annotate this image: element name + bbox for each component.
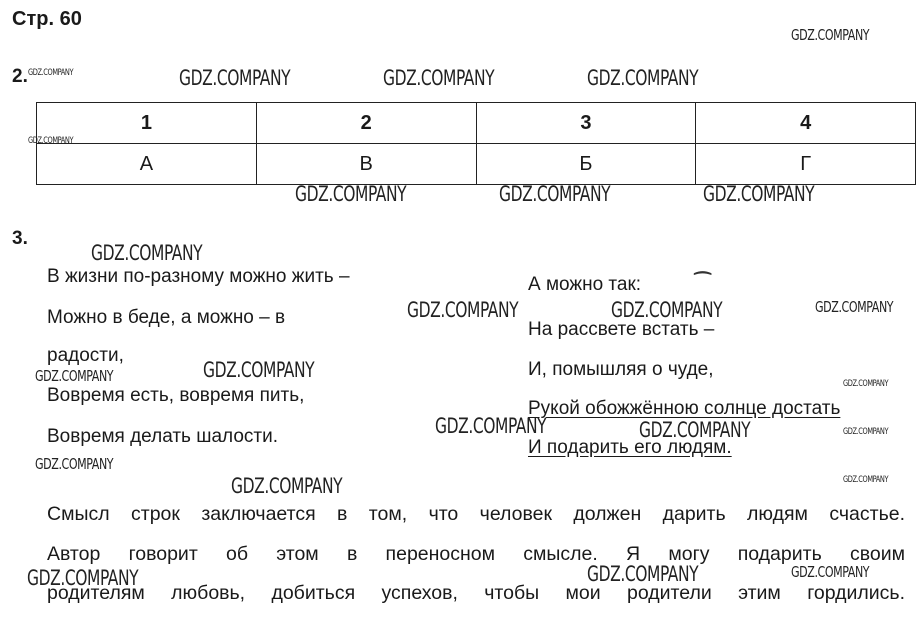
answer-table-header-cell: 2 (256, 103, 476, 144)
watermark: GDZ.COMPANY (179, 66, 291, 90)
answer-table-values-row (37, 144, 916, 185)
watermark: GDZ.COMPANY (587, 562, 699, 586)
watermark: GDZ.COMPANY (843, 379, 889, 389)
watermark: GDZ.COMPANY (231, 474, 343, 498)
watermark: GDZ.COMPANY (791, 563, 870, 581)
answer-paragraph-1: Смысл строк заключается в том, что человек должен дарить людям счастье. (47, 503, 905, 525)
answer-table-header-cell: 4 (696, 103, 916, 144)
watermark: GDZ.COMPANY (203, 358, 315, 382)
page-number: Стр. 60 (12, 8, 82, 30)
poem-left-line: Вовремя есть, вовремя пить, (47, 385, 305, 406)
poem-left-line: Вовремя делать шалости. (47, 426, 279, 447)
answer-table-value-cell: А (37, 144, 257, 185)
poem-right-line: И, помышляя о чуде, (528, 359, 714, 380)
answer-paragraph-2-line-1: Автор говорит об этом в переносном смысле. Я могу подарить своим (47, 543, 905, 565)
poem-left-line: В жизни по-разному можно жить – (47, 266, 350, 287)
poem-right-line-underlined: И подарить его людям. (528, 437, 732, 458)
watermark: GDZ.COMPANY (28, 68, 74, 78)
poem-left-line: Можно в беде, а можно – в (47, 307, 286, 328)
answer-table-value-cell: Г (696, 144, 916, 185)
watermark: GDZ.COMPANY (407, 298, 519, 322)
answer-table-header-cell: 3 (476, 103, 696, 144)
answer-table-value-cell: В (256, 144, 476, 185)
watermark: GDZ.COMPANY (435, 414, 547, 438)
watermark: GDZ.COMPANY (815, 298, 894, 316)
watermark: GDZ.COMPANY (295, 182, 407, 206)
task-3-number: 3. (12, 228, 28, 249)
watermark: GDZ.COMPANY (28, 136, 74, 146)
answer-table-header-cell: 1 (37, 103, 257, 144)
watermark: GDZ.COMPANY (35, 455, 114, 473)
watermark: GDZ.COMPANY (27, 566, 139, 590)
poem-left-line: радости, (47, 345, 124, 366)
watermark: GDZ.COMPANY (91, 241, 203, 265)
answer-table-value-cell: Б (476, 144, 696, 185)
watermark: GDZ.COMPANY (791, 26, 870, 44)
answer-paragraph-2-line-2: родителям любовь, добиться успехов, чтобы мои родители этим гордились. (47, 582, 905, 604)
answer-table-header-row (37, 103, 916, 144)
watermark: GDZ.COMPANY (843, 475, 889, 485)
scan-artifact: ⁀ (695, 273, 711, 294)
watermark: GDZ.COMPANY (843, 427, 889, 437)
watermark: GDZ.COMPANY (639, 418, 751, 442)
poem-right-line: А можно так: (528, 274, 642, 295)
poem-right-line: На рассвете встать – (528, 319, 715, 340)
poem-right-line-underlined: Рукой обожжённою солнце достать (528, 398, 841, 419)
watermark: GDZ.COMPANY (611, 298, 723, 322)
watermark: GDZ.COMPANY (499, 182, 611, 206)
answer-table (36, 102, 916, 185)
watermark: GDZ.COMPANY (35, 367, 114, 385)
watermark: GDZ.COMPANY (703, 182, 815, 206)
watermark: GDZ.COMPANY (383, 66, 495, 90)
task-2-number: 2. (12, 66, 28, 87)
watermark: GDZ.COMPANY (587, 66, 699, 90)
